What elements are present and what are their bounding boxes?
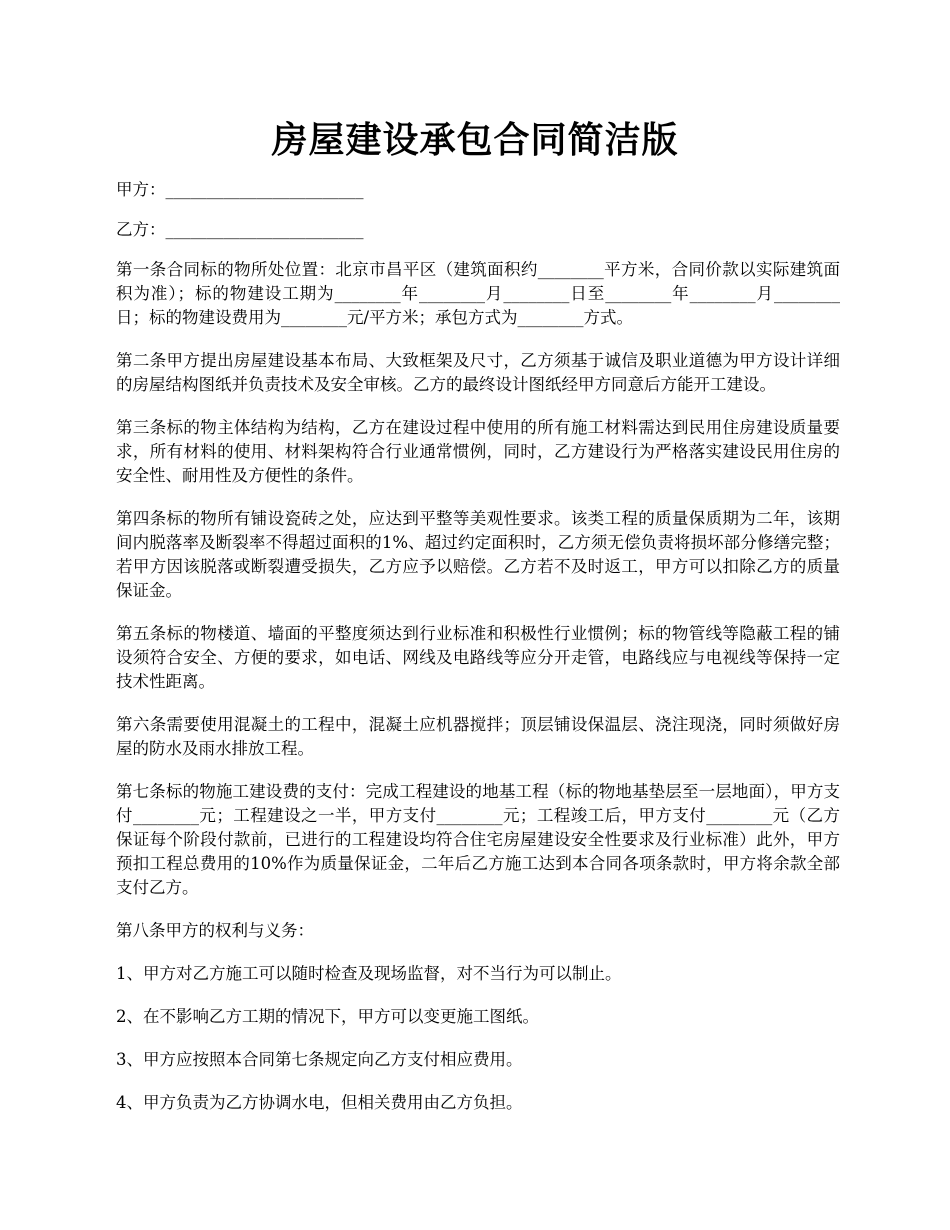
clause-5: 第五条标的物楼道、墙面的平整度须达到行业标准和积极性行业惯例；标的物管线等隐蔽工程的铺设须符合安全、方便的要求，如电话、网线及电路线等应分开走管，电路线应与电视线等保持一定技术性距离。: [116, 624, 840, 691]
clause-8-item-2: 2、在不影响乙方工期的情况下，甲方可以变更施工图纸。: [116, 1007, 539, 1026]
clause-8-item-3: 3、甲方应按照本合同第七条规定向乙方支付相应费用。: [116, 1050, 523, 1069]
document-title: 房屋建设承包合同简洁版: [271, 119, 679, 161]
clause-8-item-1: 1、甲方对乙方施工可以随时检查及现场监督，对不当行为可以制止。: [116, 964, 622, 983]
clause-8-heading: 第八条甲方的权利与义务：: [116, 921, 314, 940]
clause-4: 第四条标的物所有铺设瓷砖之处，应达到平整等美观性要求。该类工程的质量保质期为二年，该期间内脱落率及断裂率不得超过面积的1%、超过约定面积时，乙方须无偿负责将损坏部分修缮完整；若甲方因该脱落或断裂遭受损失，乙方应予以赔偿。乙方若不及时返工，甲方可以扣除乙方的质量保证金。: [116, 509, 840, 600]
document-body: [116, 178, 840, 1134]
clause-7: 第七条标的物施工建设费的支付：完成工程建设的地基工程（标的物地基垫层至一层地面），甲方支付________元；工程建设之一半，甲方支付________元；工程竣工后，甲方支付________元（乙方保证每个阶段付款前，已进行的工程建设均符合住宅房屋建设安全性要求及行业标准）此外，甲方预扣工程总费用的10%作为质量保证金，二年后乙方施工达到本合同各项条款时，甲方将余款全部支付乙方。: [116, 782, 840, 897]
clause-6: 第六条需要使用混凝土的工程中，混凝土应机器搅拌；顶层铺设保温层、浇注现浇，同时须做好房屋的防水及雨水排放工程。: [116, 715, 840, 758]
clause-2: 第二条甲方提出房屋建设基本布局、大致框架及尺寸，乙方须基于诚信及职业道德为甲方设计详细的房屋结构图纸并负责技术及安全审核。乙方的最终设计图纸经甲方同意后方能开工建设。: [116, 351, 840, 394]
clause-3: 第三条标的物主体结构为结构，乙方在建设过程中使用的所有施工材料需达到民用住房建设质量要求，所有材料的使用、材料架构符合行业通常惯例，同时，乙方建设行为严格落实建设民用住房的安全性、耐用性及方便性的条件。: [116, 418, 840, 485]
clause-8-item-4: 4、甲方负责为乙方协调水电，但相关费用由乙方负担。: [116, 1093, 523, 1112]
party-a-line: 甲方：________________________: [116, 180, 364, 199]
clause-1: 第一条合同标的物所处位置：北京市昌平区（建筑面积约________平方米，合同价款以实际建筑面积为准）；标的物建设工期为________年________月________日至________年________月________日；标的物建设费用为________元/平方米；承包方式为________方式。: [116, 260, 840, 327]
party-b-line: 乙方：________________________: [116, 220, 364, 239]
